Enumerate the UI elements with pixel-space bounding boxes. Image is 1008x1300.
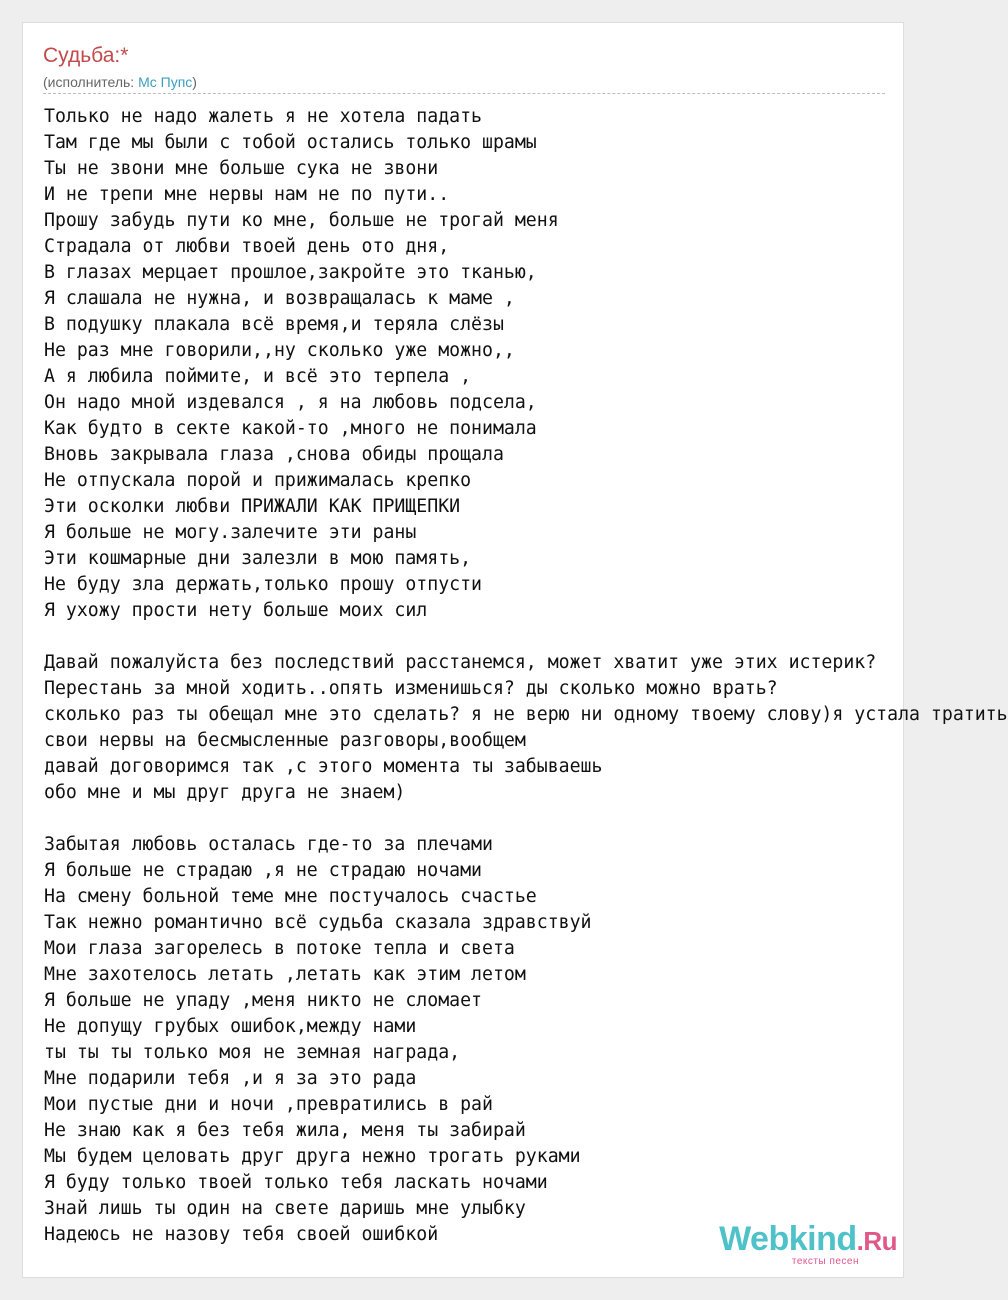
lyric-line: Не допущу грубых ошибок,между нами	[44, 1016, 417, 1037]
lyrics-card	[22, 22, 1008, 1278]
lyric-line: Знай лишь ты один на свете даришь мне улыбку	[44, 1198, 526, 1219]
lyric-line: давай договоримся так ,с этого момента ты забываешь	[44, 756, 603, 777]
lyric-line: Не знаю как я без тебя жила, меня ты забирай	[44, 1120, 526, 1141]
lyric-line: Мне захотелось летать ,летать как этим летом	[44, 964, 526, 985]
lyric-line: Вновь закрывала глаза ,снова обиды прощала	[44, 444, 504, 465]
lyric-line: сколько раз ты обещал мне это сделать? я не верю ни одному твоему слову)я устала тратить	[44, 704, 1008, 725]
lyric-line: Эти кошмарные дни залезли в мою память,	[44, 548, 472, 569]
lyrics-text	[44, 104, 1008, 1248]
lyric-line: Он надо мной издевался , я на любовь подсела,	[44, 392, 537, 413]
lyric-line: Давай пожалуйста без последствий расстанемся, может хватит уже этих истерик?	[44, 652, 877, 673]
lyric-line: Страдала от любви твоей день ото дня,	[44, 236, 450, 257]
lyric-line: Как будто в секте какой-то ,много не понимала	[44, 418, 537, 439]
artist-line	[43, 73, 197, 91]
lyric-line: Только не надо жалеть я не хотела падать	[44, 106, 482, 127]
lyric-line: В подушку плакала всё время,и теряла слёзы	[44, 314, 504, 335]
artist-prefix: (исполнитель:	[43, 74, 139, 90]
header-divider	[43, 93, 885, 94]
logo-tld: .Ru	[856, 1226, 897, 1256]
lyric-line: Мне подарили тебя ,и я за это рада	[44, 1068, 417, 1089]
lyric-line: Надеюсь не назову тебя своей ошибкой	[44, 1224, 439, 1245]
lyric-line: Мои пустые дни и ночи ,превратились в рай	[44, 1094, 493, 1115]
lyric-line: Не буду зла держать,только прошу отпусти	[44, 574, 482, 595]
lyric-line: обо мне и мы друг друга не знаем)	[44, 782, 406, 803]
lyric-line: И не трепи мне нервы нам не по пути..	[44, 184, 450, 205]
lyric-line: Перестань за мной ходить..опять изменишься? ды сколько можно врать?	[44, 678, 778, 699]
lyric-line: Там где мы были с тобой остались только шрамы	[44, 132, 537, 153]
lyric-line: Забытая любовь осталась где-то за плечами	[44, 834, 493, 855]
lyric-line: Мы будем целовать друг друга нежно трогать руками	[44, 1146, 581, 1167]
lyric-line: Так нежно романтично всё судьба сказала здравствуй	[44, 912, 592, 933]
lyric-line: Я больше не упаду ,меня никто не сломает	[44, 990, 482, 1011]
artist-link[interactable]: Mc Пупс	[138, 74, 193, 90]
lyric-line: Я больше не страдаю ,я не страдаю ночами	[44, 860, 482, 881]
lyric-line	[44, 806, 1008, 832]
lyric-line: ты ты ты только моя не земная награда,	[44, 1042, 461, 1063]
song-title: Судьба:*	[43, 44, 129, 67]
logo-wordmark	[719, 1222, 897, 1258]
lyric-line: Прошу забудь пути ко мне, больше не трогай меня	[44, 210, 559, 231]
artist-suffix: )	[192, 74, 197, 90]
lyric-line: В глазах мерцает прошлое,закройте это тканью,	[44, 262, 537, 283]
lyric-line: Не отпускала порой и прижималась крепко	[44, 470, 472, 491]
lyric-line: Я ухожу прости нету больше моих сил	[44, 600, 428, 621]
webkind-logo	[719, 1222, 897, 1267]
lyric-line: Мои глаза загорелесь в потоке тепла и света	[44, 938, 515, 959]
lyric-line: Я слашала не нужна, и возвращалась к маме ,	[44, 288, 515, 309]
lyric-line: свои нервы на бесмысленные разговоры,вообщем	[44, 730, 526, 751]
lyric-line: Не раз мне говорили,,ну сколько уже можно,,	[44, 340, 515, 361]
lyric-line: Эти осколки любви ПРИЖАЛИ КАК ПРИЩЕПКИ	[44, 496, 461, 517]
lyric-line: А я любила поймите, и всё это терпела ,	[44, 366, 472, 387]
logo-brand: Webkind	[719, 1220, 857, 1258]
logo-tagline: тексты песен	[791, 1256, 859, 1267]
lyric-line: Я больше не могу.залечите эти раны	[44, 522, 417, 543]
lyric-line: Ты не звони мне больше сука не звони	[44, 158, 439, 179]
lyric-line	[44, 624, 1008, 650]
lyric-line: На смену больной теме мне постучалось счастье	[44, 886, 537, 907]
lyric-line: Я буду только твоей только тебя ласкать ночами	[44, 1172, 548, 1193]
